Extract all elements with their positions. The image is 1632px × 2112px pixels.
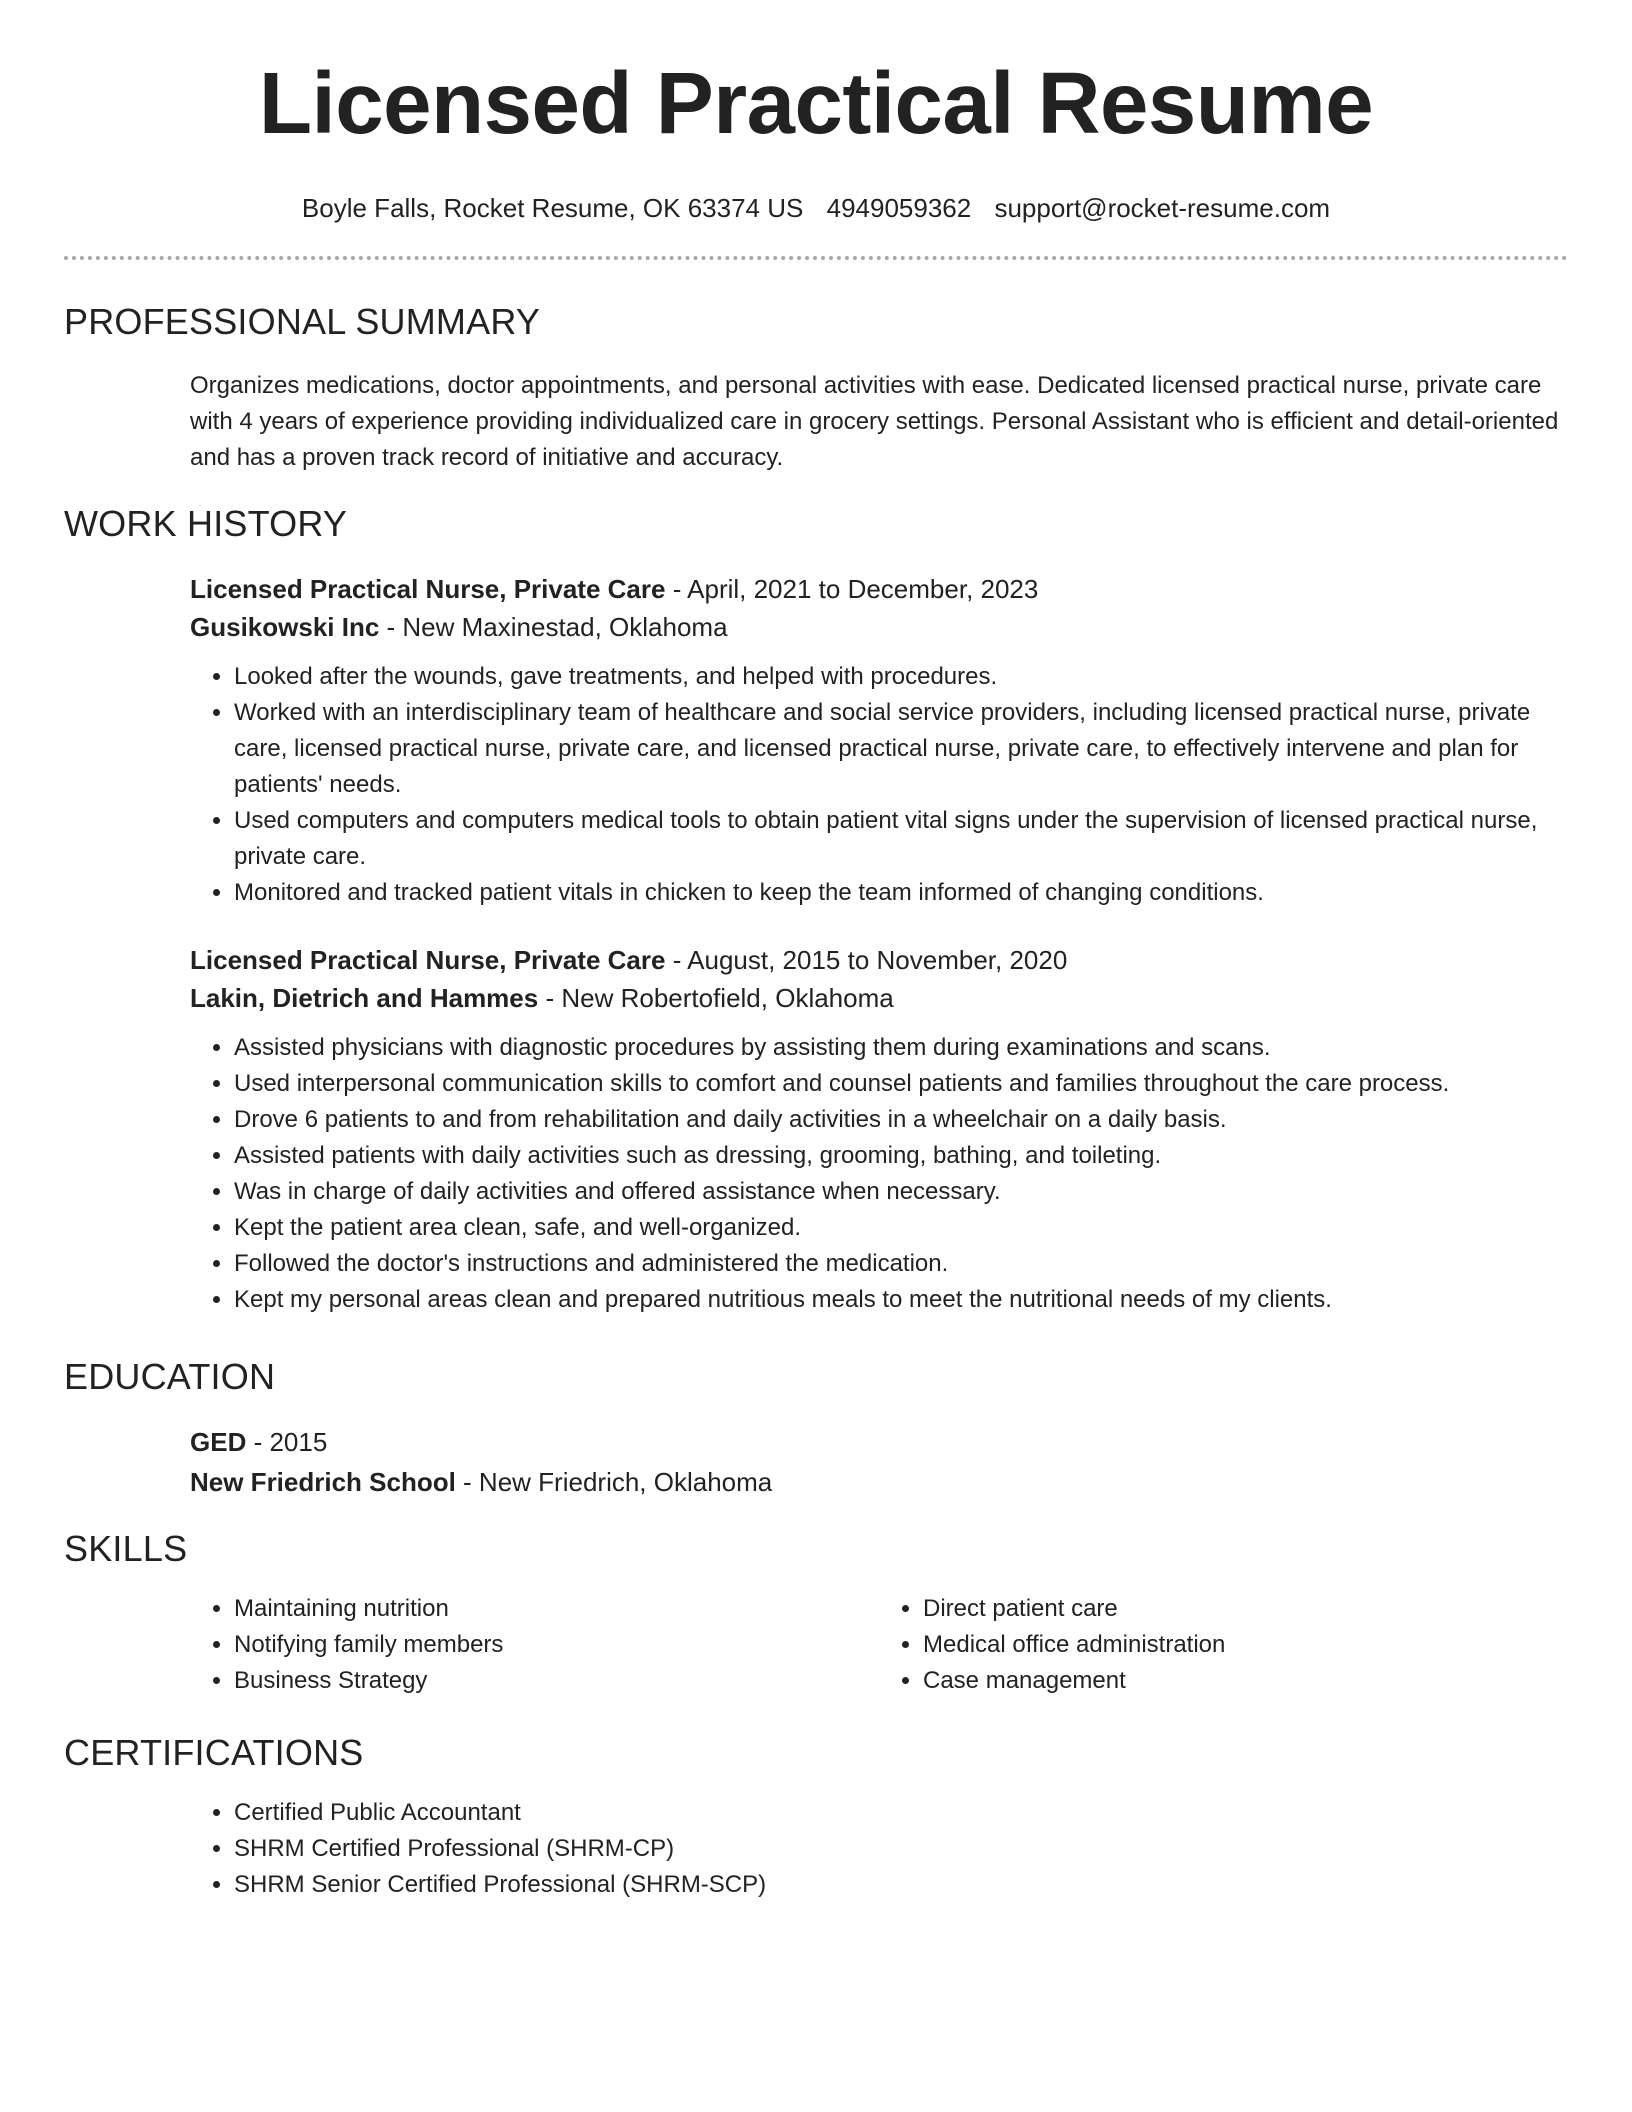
certification-item: • Certified Public Accountant [234,1795,1568,1831]
education-school-line [190,1463,1568,1501]
job-role-line [190,941,1568,979]
resume-header [64,0,1568,260]
job-location: - New Maxinestad, Oklahoma [379,612,728,642]
job-company-line [190,608,1568,646]
skill-item: • Medical office administration [923,1627,1568,1663]
section-title-education: EDUCATION [64,1356,276,1397]
job-bullet: • Kept my personal areas clean and prepared nutritious meals to meet the nutritional needs of my clients. [234,1282,1568,1318]
job-bullet: • Worked with an interdisciplinary team of healthcare and social service providers, including licensed practical nurse, private care, licensed practical nurse, private care, and licensed practical nurse, private care, to effectively intervene and plan for patients' needs. [234,695,1568,803]
contact-line [64,192,1568,224]
section-title-summary: PROFESSIONAL SUMMARY [64,301,541,342]
job-bullet: • Kept the patient area clean, safe, and well-organized. [234,1210,1568,1246]
education-school: New Friedrich School [190,1467,456,1497]
education-section [64,1355,1568,1501]
job-role: Licensed Practical Nurse, Private Care [190,945,666,975]
summary-section [64,300,1568,476]
section-title-certifications: CERTIFICATIONS [64,1732,364,1773]
certifications-section [64,1731,1568,1903]
job-bullet: • Followed the doctor's instructions and administered the medication. [234,1246,1568,1282]
job-bullets [190,1030,1568,1318]
skills-list-left [190,1591,879,1699]
job-dates: - August, 2015 to November, 2020 [665,945,1068,975]
work-history-section [64,502,1568,1318]
skills-section [64,1527,1568,1699]
contact-email: support@rocket-resume.com [994,193,1331,223]
job-bullet: • Assisted patients with daily activities such as dressing, grooming, bathing, and toileting. [234,1138,1568,1174]
job-company-line [190,979,1568,1017]
education-degree: GED [190,1427,247,1457]
job-bullet: • Used computers and computers medical tools to obtain patient vital signs under the supervision of licensed practical nurse, private care. [234,803,1568,875]
job-bullet: • Drove 6 patients to and from rehabilitation and daily activities in a wheelchair on a daily basis. [234,1102,1568,1138]
skills-list-right [879,1591,1568,1699]
skill-item: • Business Strategy [234,1663,879,1699]
skill-item: • Notifying family members [234,1627,879,1663]
certification-item: • SHRM Certified Professional (SHRM-CP) [234,1831,1568,1867]
job-bullet: • Monitored and tracked patient vitals in chicken to keep the team informed of changing conditions. [234,875,1568,911]
skill-item: • Case management [923,1663,1568,1699]
certifications-list [190,1795,1568,1903]
skill-item: • Direct patient care [923,1591,1568,1627]
education-degree-line [190,1423,1568,1461]
job-bullet: • Assisted physicians with diagnostic procedures by assisting them during examinations and scans. [234,1030,1568,1066]
job-company: Lakin, Dietrich and Hammes [190,983,539,1013]
summary-text: Organizes medications, doctor appointments, and personal activities with ease. Dedicated licensed practical nurse, private care with 4 years of experience providing individualized care in grocery settings. Personal Assistant who is efficient and detail-oriented and has a proven track record of initiative and accuracy. [190,372,1559,471]
skill-item: • Maintaining nutrition [234,1591,879,1627]
section-title-work: WORK HISTORY [64,503,348,544]
header-divider [64,256,1568,260]
job-role-line [190,570,1568,608]
job-company: Gusikowski Inc [190,612,380,642]
job-bullet: • Looked after the wounds, gave treatments, and helped with procedures. [234,659,1568,695]
contact-phone: 4949059362 [826,193,972,223]
job-entry [190,941,1568,1318]
resume-title: Licensed Practical Resume [258,55,1374,152]
contact-address: Boyle Falls, Rocket Resume, OK 63374 US [301,193,804,223]
job-dates: - April, 2021 to December, 2023 [665,574,1039,604]
job-location: - New Robertofield, Oklahoma [538,983,894,1013]
job-bullets [190,659,1568,911]
education-location: - New Friedrich, Oklahoma [455,1467,773,1497]
education-year: - 2015 [246,1427,328,1457]
job-role: Licensed Practical Nurse, Private Care [190,574,666,604]
certification-item: • SHRM Senior Certified Professional (SHRM-SCP) [234,1867,1568,1903]
section-title-skills: SKILLS [64,1528,188,1569]
job-bullet: • Used interpersonal communication skills to comfort and counsel patients and families throughout the care process. [234,1066,1568,1102]
job-bullet: • Was in charge of daily activities and offered assistance when necessary. [234,1174,1568,1210]
job-entry [190,570,1568,911]
